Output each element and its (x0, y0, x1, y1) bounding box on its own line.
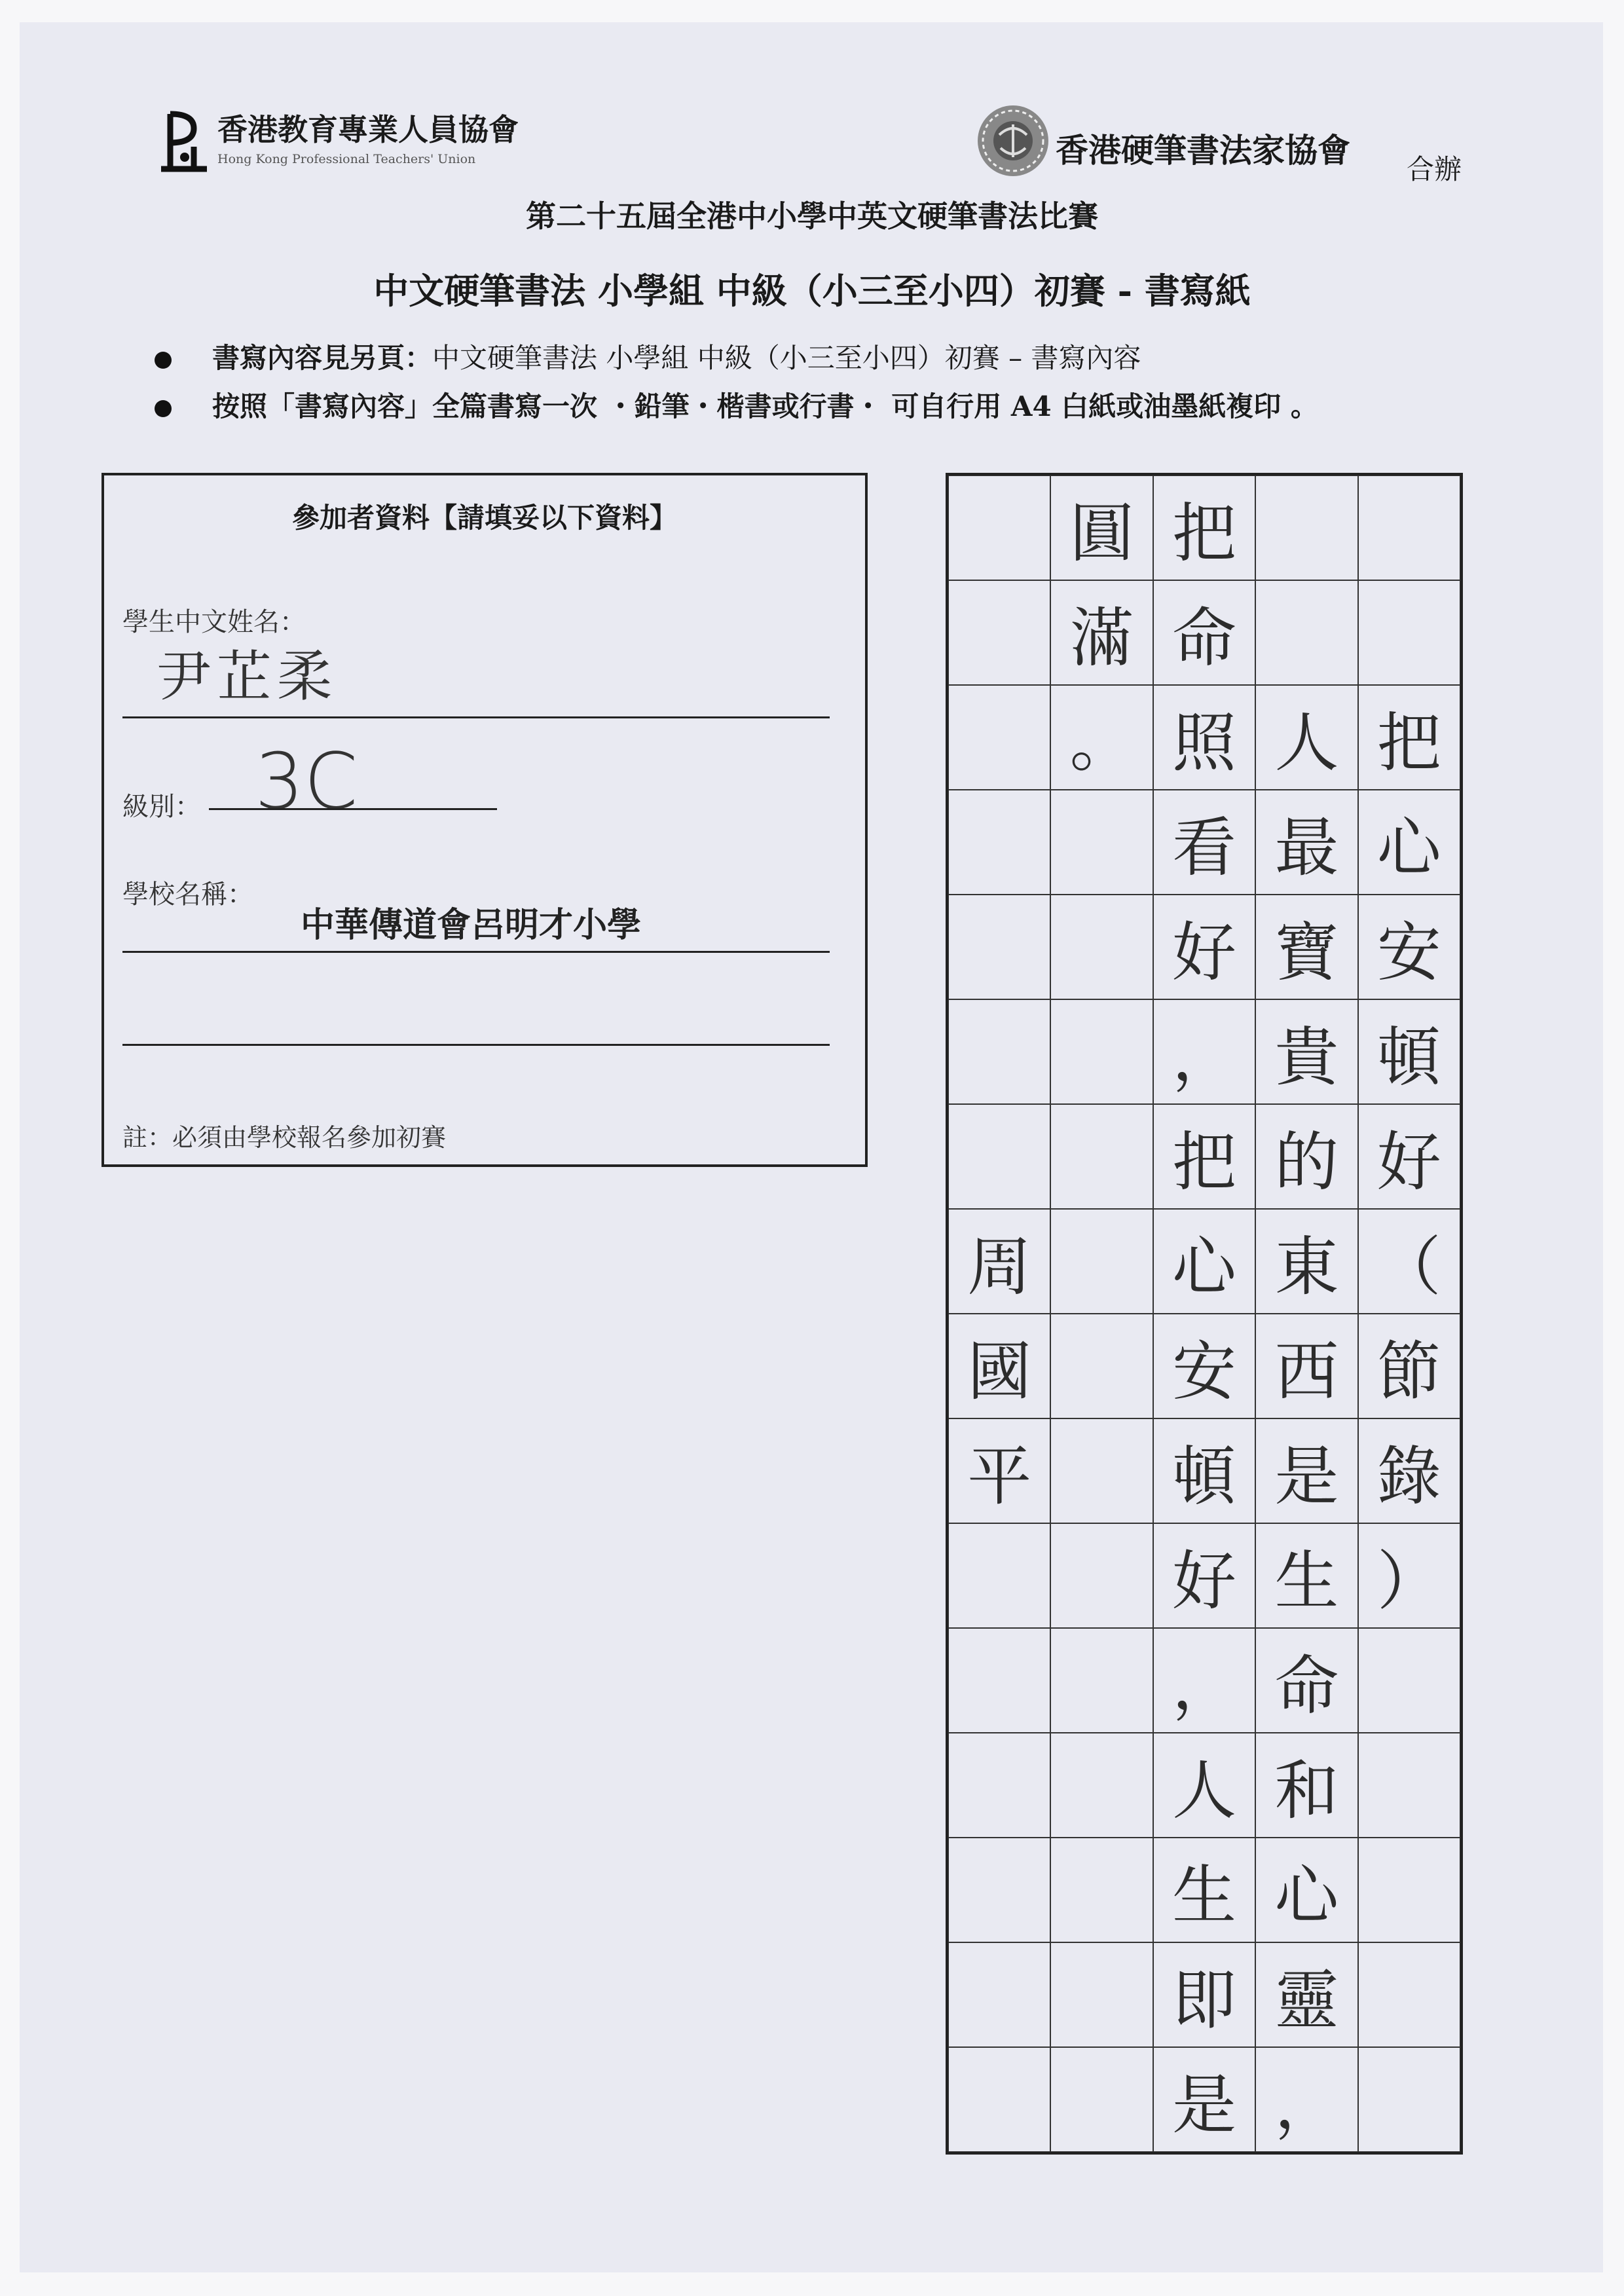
participant-box-title: 參加者資料【請填妥以下資料】 (291, 502, 677, 534)
grid-cell: ， (1153, 999, 1255, 1104)
calligraphy-association-seal-icon (974, 102, 1052, 179)
grid-cell: 頓 (1358, 999, 1460, 1104)
grid-cell (1358, 580, 1460, 685)
grid-cell: 東 (1255, 1209, 1357, 1314)
grid-cell (1255, 475, 1357, 580)
grid-cell (1050, 1104, 1153, 1209)
grid-cell (948, 999, 1050, 1104)
grid-cell (1050, 790, 1153, 895)
grid-cell: 即 (1153, 1942, 1255, 2047)
grid-cell: 好 (1153, 895, 1255, 999)
grid-cell: 人 (1153, 1733, 1255, 1838)
grid-cell (1255, 580, 1357, 685)
grid-cell (1050, 895, 1153, 999)
writing-grid (946, 473, 1463, 2155)
bullet-icon (155, 352, 172, 369)
school-name-field[interactable]: 中華傳道會呂明才小學 (301, 905, 642, 945)
instruction-text-bold: 按照「書寫內容」全篇書寫一次 ・鉛筆・楷書或行書・ 可自行用 A4 白紙或油墨紙複印 。 (212, 390, 1318, 422)
co-organizer-label: 合辦 (1407, 153, 1462, 185)
grid-cell (1358, 1628, 1460, 1733)
grid-cell: 把 (1358, 685, 1460, 790)
org-left-name-cn: 香港教育專業人員協會 (217, 112, 519, 147)
grid-cell: 心 (1358, 790, 1460, 895)
class-field[interactable]: 3C (255, 736, 358, 826)
grid-cell: 節 (1358, 1314, 1460, 1418)
sheet-title: 中文硬筆書法 小學組 中級（小三至小四）初賽 - 書寫紙 (373, 270, 1251, 312)
grid-cell (1050, 999, 1153, 1104)
grid-cell: 人 (1255, 685, 1357, 790)
grid-cell (1050, 1314, 1153, 1418)
grid-cell: 國 (948, 1314, 1050, 1418)
instruction-text-bold: 書寫內容見另頁： (212, 342, 433, 374)
grid-cell (1050, 1733, 1153, 1838)
class-label: 級別： (122, 792, 201, 822)
grid-cell: ， (1255, 2047, 1357, 2152)
teachers-union-logo-icon (156, 109, 208, 174)
registration-note: 註：必須由學校報名參加初賽 (122, 1123, 447, 1152)
grid-cell (1050, 2047, 1153, 2152)
grid-cell (1050, 1628, 1153, 1733)
grid-cell (948, 1838, 1050, 1942)
grid-cell: 圓 (1050, 475, 1153, 580)
grid-cell: 生 (1153, 1838, 1255, 1942)
grid-cell: 寶 (1255, 895, 1357, 999)
student-name-underline (122, 716, 830, 718)
grid-cell (1050, 1418, 1153, 1523)
grid-cell (948, 1942, 1050, 2047)
grid-cell: 靈 (1255, 1942, 1357, 2047)
student-name-field[interactable]: 尹芷柔 (157, 644, 338, 709)
school-name-underline-2 (122, 1044, 830, 1046)
grid-cell (1358, 2047, 1460, 2152)
grid-cell (1050, 1838, 1153, 1942)
grid-cell (948, 1523, 1050, 1628)
grid-cell (948, 1733, 1050, 1838)
org-left-name-en: Hong Kong Professional Teachers' Union (217, 152, 476, 166)
grid-cell (948, 2047, 1050, 2152)
grid-cell (1050, 1942, 1153, 2047)
grid-cell: 周 (948, 1209, 1050, 1314)
grid-cell: 滿 (1050, 580, 1153, 685)
grid-cell (948, 790, 1050, 895)
grid-cell: 照 (1153, 685, 1255, 790)
grid-cell: 錄 (1358, 1418, 1460, 1523)
grid-cell (948, 1104, 1050, 1209)
grid-cell (1050, 1523, 1153, 1628)
grid-cell: 心 (1255, 1838, 1357, 1942)
grid-cell: 的 (1255, 1104, 1357, 1209)
school-name-label: 學校名稱： (122, 880, 253, 910)
school-name-underline (122, 951, 830, 953)
class-underline (209, 808, 497, 810)
grid-cell: （ (1358, 1209, 1460, 1314)
grid-cell: 和 (1255, 1733, 1357, 1838)
grid-cell: 好 (1153, 1523, 1255, 1628)
grid-cell (1358, 1942, 1460, 2047)
grid-cell: 安 (1358, 895, 1460, 999)
bullet-icon (155, 400, 172, 417)
instruction-text: 中文硬筆書法 小學組 中級（小三至小四）初賽 – 書寫內容 (432, 342, 1141, 374)
grid-cell (948, 580, 1050, 685)
grid-cell: 頓 (1153, 1418, 1255, 1523)
grid-cell: 是 (1255, 1418, 1357, 1523)
grid-cell (948, 895, 1050, 999)
student-name-label: 學生中文姓名： (122, 607, 306, 637)
grid-cell: 安 (1153, 1314, 1255, 1418)
grid-cell: 心 (1153, 1209, 1255, 1314)
grid-cell: 把 (1153, 475, 1255, 580)
grid-cell (948, 1628, 1050, 1733)
grid-cell: 看 (1153, 790, 1255, 895)
instruction-item (155, 337, 1141, 376)
grid-cell: 西 (1255, 1314, 1357, 1418)
grid-cell: 把 (1153, 1104, 1255, 1209)
grid-cell: 命 (1153, 580, 1255, 685)
grid-cell: 平 (948, 1418, 1050, 1523)
grid-cell (1050, 1209, 1153, 1314)
grid-cell: 最 (1255, 790, 1357, 895)
grid-cell (1358, 1733, 1460, 1838)
grid-cell: 。 (1050, 685, 1153, 790)
grid-cell: 是 (1153, 2047, 1255, 2152)
grid-cell: 貴 (1255, 999, 1357, 1104)
grid-cell (948, 685, 1050, 790)
instruction-item (155, 385, 1318, 424)
grid-cell: ， (1153, 1628, 1255, 1733)
grid-cell (1358, 1838, 1460, 1942)
participant-info-box (101, 473, 868, 1167)
grid-cell: 好 (1358, 1104, 1460, 1209)
grid-cell: 命 (1255, 1628, 1357, 1733)
grid-cell: 生 (1255, 1523, 1357, 1628)
grid-cell (948, 475, 1050, 580)
org-right-name-cn: 香港硬筆書法家協會 (1056, 131, 1350, 170)
grid-cell (1358, 475, 1460, 580)
competition-title: 第二十五屆全港中小學中英文硬筆書法比賽 (526, 198, 1098, 234)
grid-cell: ） (1358, 1523, 1460, 1628)
